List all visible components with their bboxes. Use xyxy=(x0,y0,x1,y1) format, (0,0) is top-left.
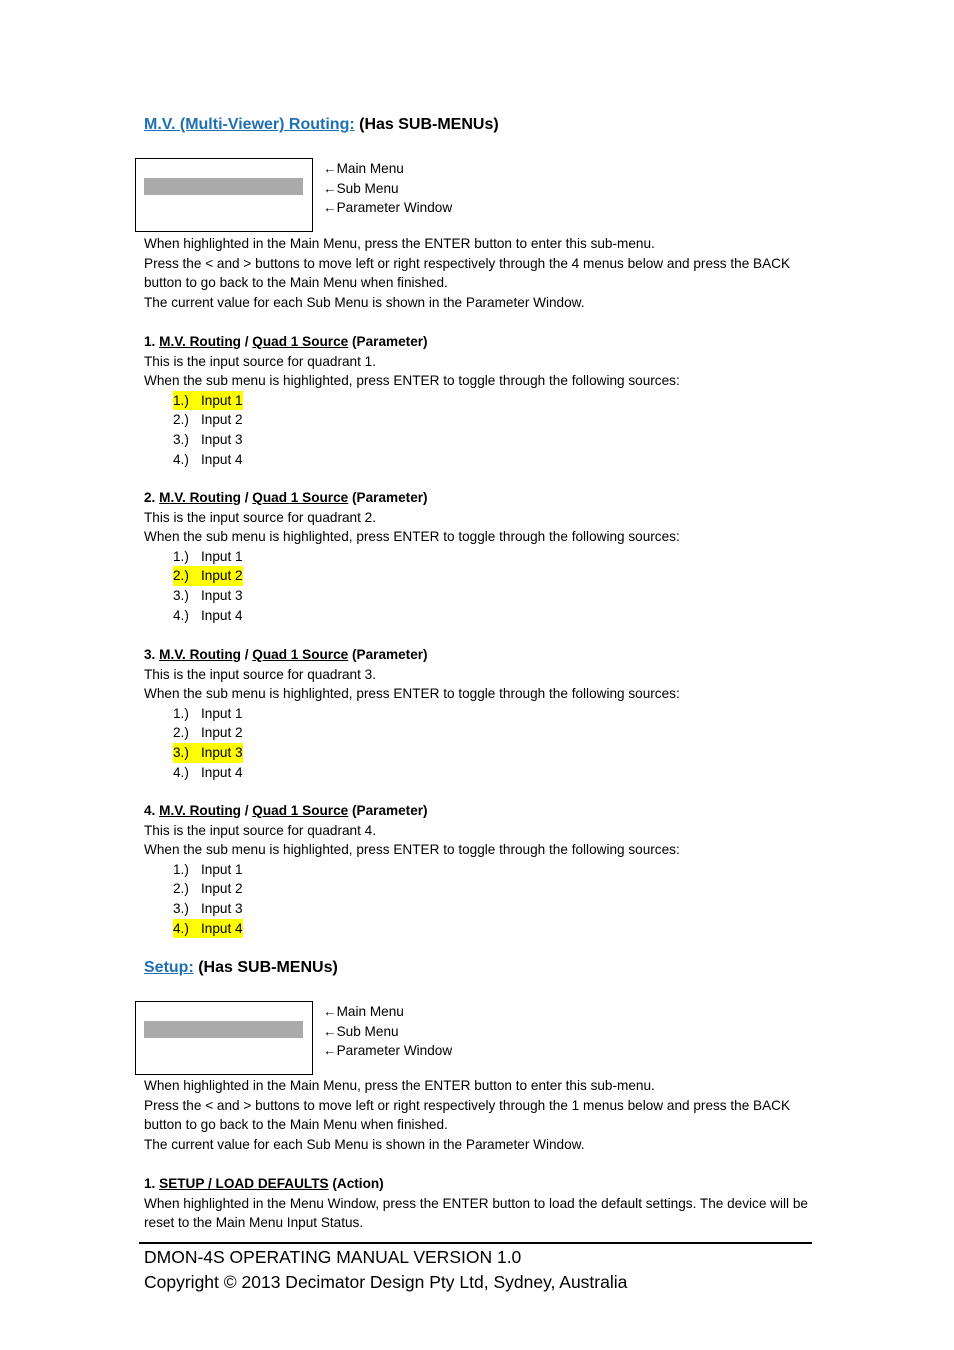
footer-copyright: Copyright © 2013 Decimator Design Pty Ltd, Sydney, Australia xyxy=(144,1271,628,1292)
legend-main-menu: ←Main Menu xyxy=(323,161,404,176)
sub-num: 1. xyxy=(144,334,160,349)
sub-menu-name: SETUP xyxy=(159,1176,208,1191)
setup-lcd-highlight-bar xyxy=(144,1021,303,1038)
sub-menu-name: M.V. Routing xyxy=(159,490,241,505)
mv-sub-4 xyxy=(144,801,810,938)
list-item: 3.) Input 3 xyxy=(173,431,243,447)
page-footer xyxy=(144,1245,627,1294)
mv-section-title xyxy=(144,115,499,135)
sub-item-name: Quad 1 Source xyxy=(252,803,349,818)
intro-line: Press the < and > buttons to move left or right respectively through the 4 menus below and press the BACK button to go back to the Main Menu when finished. xyxy=(144,255,791,291)
setup-sub-1 xyxy=(144,1174,810,1233)
sub-item-name: Quad 1 Source xyxy=(252,490,349,505)
sub-heading xyxy=(144,645,810,665)
sub-heading xyxy=(144,801,810,821)
intro-line: When highlighted in the Main Menu, press the ENTER button to enter this sub-menu. xyxy=(144,236,655,251)
sub-desc: When highlighted in the Menu Window, press the ENTER button to load the default settings. The device will be reset to the Main Menu Input Status. xyxy=(144,1195,808,1231)
list-item: 2.) Input 2 xyxy=(173,881,243,897)
sub-menu-name: M.V. Routing xyxy=(159,803,241,818)
sub-num: 3. xyxy=(144,647,160,662)
sub-menu-name: M.V. Routing xyxy=(159,334,241,349)
intro-line: The current value for each Sub Menu is shown in the Parameter Window. xyxy=(144,294,585,310)
highlighted-option: 3.) Input 3 xyxy=(173,743,243,763)
intro-line: When highlighted in the Main Menu, press the ENTER button to enter this sub-menu. xyxy=(144,1078,655,1093)
sub-type: (Action) xyxy=(328,1176,384,1191)
sub-type: (Parameter) xyxy=(348,803,428,818)
setup-title-rest: (Has SUB-MENUs) xyxy=(193,959,338,976)
sub-type: (Parameter) xyxy=(348,334,428,349)
setup-intro xyxy=(144,1076,810,1154)
mv-lcd-legend xyxy=(323,159,452,218)
list-item: 1.) Input 1 xyxy=(173,705,243,721)
list-item: 4.) Input 4 xyxy=(173,607,243,623)
legend-sub-menu: ←Sub Menu xyxy=(323,1023,399,1039)
setup-lcd-legend xyxy=(323,1002,452,1061)
mv-intro xyxy=(144,234,810,312)
sub-instr: When the sub menu is highlighted, press ENTER to toggle through the following sources: xyxy=(144,686,680,702)
sub-sep: / xyxy=(207,1176,216,1191)
list-item xyxy=(173,743,810,763)
legend-main-menu: ←Main Menu xyxy=(323,1004,404,1019)
source-list xyxy=(144,860,810,938)
sub-num: 1. xyxy=(144,1176,160,1191)
sub-type: (Parameter) xyxy=(348,490,428,505)
sub-item-name: Quad 1 Source xyxy=(252,334,349,349)
sub-sep: / xyxy=(240,803,253,818)
list-item: 2.) Input 2 xyxy=(173,412,243,428)
footer-manual-version: DMON-4S OPERATING MANUAL VERSION 1.0 xyxy=(144,1247,522,1267)
sub-heading xyxy=(144,332,810,352)
list-item xyxy=(173,566,810,586)
sub-heading xyxy=(144,1174,810,1194)
intro-line: Press the < and > buttons to move left or right respectively through the 1 menus below and press the BACK button to go back to the Main Menu when finished. xyxy=(144,1097,791,1133)
footer-divider xyxy=(139,1242,812,1244)
sub-sep: / xyxy=(240,490,253,505)
sub-item-name: LOAD DEFAULTS xyxy=(215,1176,329,1191)
sub-sep: / xyxy=(240,334,253,349)
list-item: 1.) Input 1 xyxy=(173,548,243,564)
list-item: 1.) Input 1 xyxy=(173,861,243,877)
list-item xyxy=(173,391,810,411)
sub-num: 4. xyxy=(144,803,160,818)
highlighted-option: 4.) Input 4 xyxy=(173,919,243,939)
mv-sub-3 xyxy=(144,645,810,782)
list-item: 2.) Input 2 xyxy=(173,725,243,741)
source-list xyxy=(144,704,810,782)
highlighted-option: 1.) Input 1 xyxy=(173,391,243,411)
list-item xyxy=(173,919,810,939)
sub-type: (Parameter) xyxy=(348,647,428,662)
list-item: 3.) Input 3 xyxy=(173,587,243,603)
sub-heading xyxy=(144,488,810,508)
mv-sub-2 xyxy=(144,488,810,625)
mv-sub-1 xyxy=(144,332,810,469)
list-item: 4.) Input 4 xyxy=(173,451,243,467)
mv-lcd-display xyxy=(135,158,313,232)
sub-desc: This is the input source for quadrant 4. xyxy=(144,822,376,838)
list-item: 4.) Input 4 xyxy=(173,764,243,780)
sub-desc: This is the input source for quadrant 3. xyxy=(144,666,376,682)
setup-section-title xyxy=(144,958,338,978)
list-item: 3.) Input 3 xyxy=(173,900,243,916)
sub-instr: When the sub menu is highlighted, press ENTER to toggle through the following sources: xyxy=(144,842,680,858)
setup-lcd-display xyxy=(135,1001,313,1075)
source-list xyxy=(144,391,810,469)
intro-line: The current value for each Sub Menu is shown in the Parameter Window. xyxy=(144,1136,585,1152)
mv-title-link[interactable]: M.V. (Multi-Viewer) Routing: xyxy=(144,116,355,133)
mv-title-rest: (Has SUB-MENUs) xyxy=(354,116,499,133)
setup-title-link[interactable]: Setup: xyxy=(144,959,194,976)
mv-lcd-highlight-bar xyxy=(144,178,303,195)
highlighted-option: 2.) Input 2 xyxy=(173,566,243,586)
sub-item-name: Quad 1 Source xyxy=(252,647,349,662)
sub-sep: / xyxy=(240,647,253,662)
sub-menu-name: M.V. Routing xyxy=(159,647,241,662)
legend-parameter-window: ←Parameter Window xyxy=(323,200,453,216)
legend-sub-menu: ←Sub Menu xyxy=(323,180,399,196)
sub-instr: When the sub menu is highlighted, press ENTER to toggle through the following sources: xyxy=(144,529,680,545)
sub-num: 2. xyxy=(144,490,160,505)
legend-parameter-window: ←Parameter Window xyxy=(323,1043,453,1059)
sub-desc: This is the input source for quadrant 2. xyxy=(144,509,376,525)
sub-instr: When the sub menu is highlighted, press ENTER to toggle through the following sources: xyxy=(144,373,680,389)
source-list xyxy=(144,547,810,625)
sub-desc: This is the input source for quadrant 1. xyxy=(144,353,376,369)
